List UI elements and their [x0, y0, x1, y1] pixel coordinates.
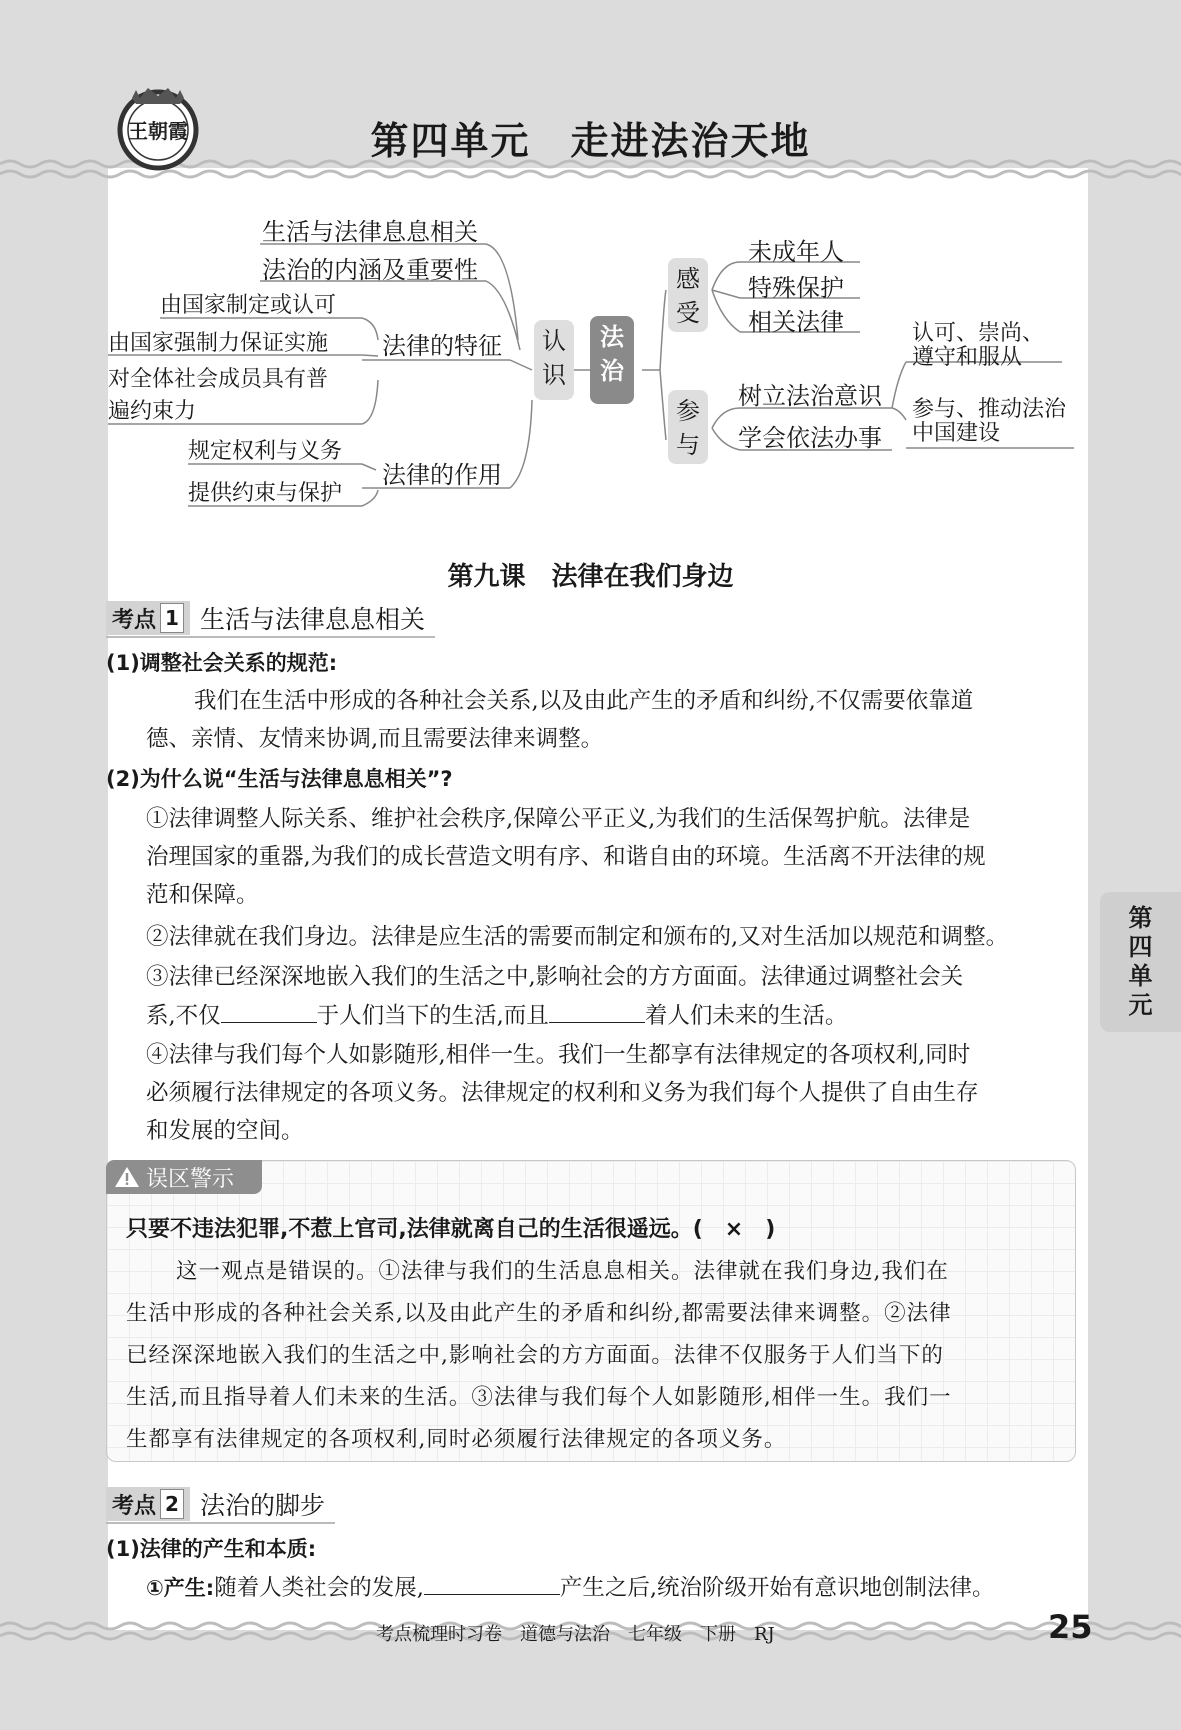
mm-center-node: 法治 [590, 316, 634, 404]
unit-side-tab [1100, 892, 1181, 1032]
kd1-p3-text-c: 着人们未来的生活。 [644, 1003, 848, 1029]
kd1-p2-line-1: ②法律就在我们身边。法律是应生活的需要而制定和颁布的,又对生活加以规范和调整。 [146, 924, 1009, 950]
mm-feature-2: 由国家强制力保证实施 [108, 331, 329, 356]
mm-feature-3b: 遍约束力 [108, 399, 197, 424]
kaodian-2-header [106, 1486, 335, 1524]
misconception-line-4: 生活,而且指导着人们未来的生活。③法律与我们每个人如影随形,相伴一生。我们一 [126, 1385, 952, 1410]
kd1-p1-line-1: ①法律调整人际关系、维护社会秩序,保障公平正义,为我们的生活保驾护航。法律是 [146, 806, 971, 832]
kaodian-number: 2 [160, 1489, 184, 1519]
fill-blank-1[interactable] [221, 1000, 317, 1023]
kaodian-tag: 考点 2 [106, 1487, 190, 1521]
mm-feature-label: 法律的特征 [382, 332, 502, 360]
page-number: 25 [1048, 1608, 1093, 1646]
kd1-question-2: (2)为什么说“生活与法律息息相关”? [106, 767, 453, 791]
kd2-text-b: 产生之后,统治阶级开始有意识地创制法律。 [559, 1575, 995, 1601]
kd1-p3-line-1: ③法律已经深深地嵌入我们的生活之中,影响社会的方方面面。法律通过调整社会关 [146, 964, 964, 990]
mm-node-join: 参与 [668, 390, 708, 464]
kd1-p4-line-1: ④法律与我们每个人如影随形,相伴一生。我们一生都享有法律规定的各项权利,同时 [146, 1042, 971, 1068]
kaodian-1-header [106, 600, 435, 638]
unit-side-tab-text: 第四单元 [1128, 904, 1153, 1019]
kd1-p3-text-b: 于人们当下的生活,而且 [316, 1003, 549, 1029]
misconception-line-5: 生都享有法律规定的各项权利,同时必须履行法律规定的各项义务。 [126, 1427, 787, 1452]
kaodian-title: 法治的脚步 [200, 1491, 326, 1520]
mm-join-2-detail-a: 参与、推动法治 [912, 397, 1067, 422]
kd1-q1-line-1: 我们在生活中形成的各种社会关系,以及由此产生的矛盾和纠纷,不仅需要依靠道 [194, 688, 974, 714]
kaodian-number: 1 [160, 603, 184, 633]
mm-node-recognize: 认识 [534, 320, 574, 400]
mm-feature-1: 由国家制定或认可 [160, 293, 337, 318]
mm-role-2: 提供约束与保护 [188, 481, 343, 506]
misconception-line-1: 这一观点是错误的。①法律与我们的生活息息相关。法律就在我们身边,我们在 [176, 1259, 949, 1284]
misconception-line-3: 已经深深地嵌入我们的生活之中,影响社会的方方面面。法律不仅服务于人们当下的 [126, 1343, 944, 1368]
kd2-origin-label: ①产生: [146, 1576, 215, 1600]
lesson-title: 第九课 法律在我们身边 [447, 562, 734, 592]
kd1-q1-line-2: 德、亲情、友情来协调,而且需要法律来调整。 [146, 726, 604, 752]
kaodian-title: 生活与法律息息相关 [200, 605, 426, 634]
footer-text: 考点梳理时习卷 道德与法治 七年级 下册 RJ [376, 1624, 775, 1645]
fill-blank-2[interactable] [549, 1000, 645, 1023]
kd2-line-1 [146, 1572, 995, 1603]
kd1-p3-line-2 [146, 1000, 847, 1031]
mm-role-1: 规定权利与义务 [188, 439, 343, 464]
misconception-tag [106, 1160, 262, 1194]
mm-join-2: 学会依法办事 [738, 424, 882, 452]
mm-feel-3: 相关法律 [748, 308, 844, 336]
warning-icon [114, 1166, 140, 1188]
logo-text: 王朝霞 [128, 119, 188, 143]
unit-title: 第四单元 走进法治天地 [370, 119, 811, 163]
mm-join-1-detail-a: 认可、崇尚、 [912, 321, 1045, 346]
kd1-question-1: (1)调整社会关系的规范: [106, 651, 338, 675]
kd2-question-1: (1)法律的产生和本质: [106, 1537, 317, 1561]
fill-blank-3[interactable] [424, 1572, 560, 1595]
kd1-p3-text-a: 系,不仅 [146, 1003, 221, 1029]
mm-join-1: 树立法治意识 [738, 382, 882, 410]
mm-feel-2: 特殊保护 [748, 274, 844, 302]
kd1-p4-line-2: 必须履行法律规定的各项义务。法律规定的权利和义务为我们每个人提供了自由生存 [146, 1080, 979, 1106]
mm-feel-1: 未成年人 [748, 238, 844, 266]
mm-topic-1: 生活与法律息息相关 [262, 218, 478, 246]
mm-join-1-detail-b: 遵守和服从 [912, 345, 1023, 370]
mindmap-lines [0, 0, 1181, 540]
mm-role-label: 法律的作用 [382, 461, 502, 489]
mm-topic-2: 法治的内涵及重要性 [262, 256, 478, 284]
misconception-label: 误区警示 [146, 1166, 235, 1192]
kd1-p1-line-2: 治理国家的重器,为我们的成长营造文明有序、和谐自由的环境。生活离不开法律的规 [146, 844, 986, 870]
kaodian-tag: 考点 1 [106, 601, 190, 635]
misconception-line-2: 生活中形成的各种社会关系,以及由此产生的矛盾和纠纷,都需要法律来调整。②法律 [126, 1301, 952, 1326]
kd1-p4-line-3: 和发展的空间。 [146, 1118, 304, 1144]
misconception-statement: 只要不违法犯罪,不惹上官司,法律就离自己的生活很遥远。( × ) [126, 1217, 776, 1242]
mm-node-feel: 感受 [668, 258, 708, 332]
mm-join-2-detail-b: 中国建设 [912, 421, 1001, 446]
kd2-text-a: 随着人类社会的发展, [214, 1575, 424, 1601]
mm-feature-3a: 对全体社会成员具有普 [108, 367, 329, 392]
kd1-p1-line-3: 范和保障。 [146, 882, 259, 908]
